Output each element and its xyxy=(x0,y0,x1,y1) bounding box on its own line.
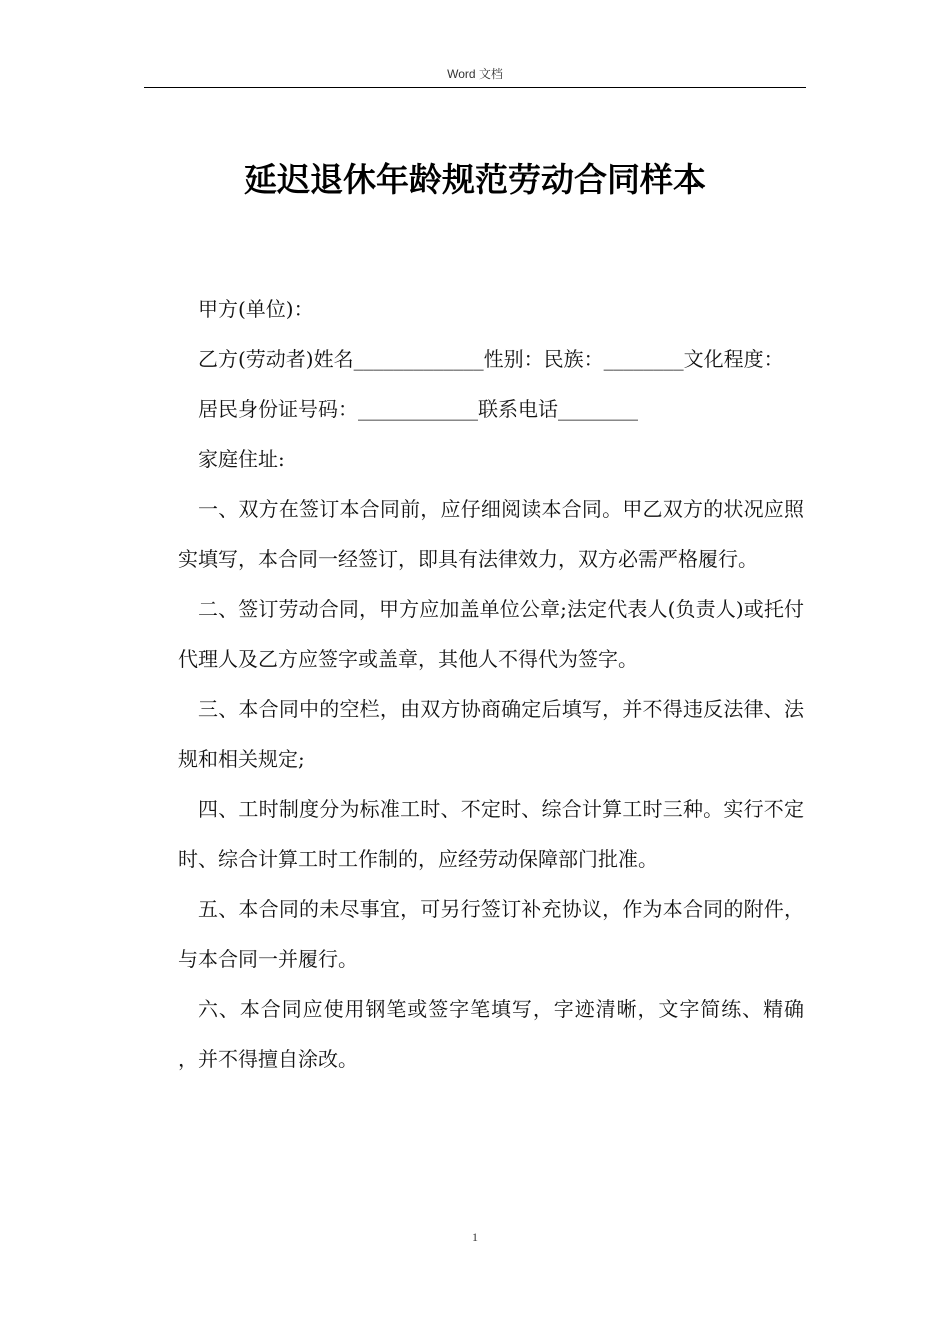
paragraph-clause-4: 四、工时制度分为标准工时、不定时、综合计算工时三种。实行不定时、综合计算工时工作制的，应经劳动保障部门批准。 xyxy=(178,797,804,871)
document-title: 延迟退休年龄规范劳动合同样本 xyxy=(244,160,706,199)
paragraph-party-a: 甲方(单位)： xyxy=(198,297,314,321)
paragraph-clause-3: 三、本合同中的空栏，由双方协商确定后填写，并不得违反法律、法规和相关规定; xyxy=(178,697,804,771)
document-body xyxy=(178,284,844,1084)
paragraph-clause-6: 六、本合同应使用钢笔或签字笔填写，字迹清晰，文字简练、精确 ，并不得擅自涂改。 xyxy=(178,997,844,1071)
header-label: Word 文档 xyxy=(447,67,503,81)
paragraph-clause-5: 五、本合同的未尽事宜，可另行签订补充协议，作为本合同的附件，与本合同一并履行。 xyxy=(178,897,804,971)
paragraph-clause-2: 二、签订劳动合同，甲方应加盖单位公章;法定代表人(负责人)或托付代理人及乙方应签字或盖章，其他人不得代为签字。 xyxy=(178,597,804,671)
paragraph-clause-1: 一、双方在签订本合同前，应仔细阅读本合同。甲乙双方的状况应照实填写，本合同一经签订，即具有法律效力，双方必需严格履行。 xyxy=(178,497,804,571)
paragraph-id-phone: 居民身份证号码：____________联系电话________ xyxy=(198,397,638,421)
paragraph-party-b: 乙方(劳动者)姓名_____________性别：民族：________文化程度： xyxy=(198,347,784,371)
header-divider xyxy=(144,87,806,88)
paragraph-address: 家庭住址: xyxy=(198,447,285,471)
page-number: 1 xyxy=(472,1230,478,1244)
